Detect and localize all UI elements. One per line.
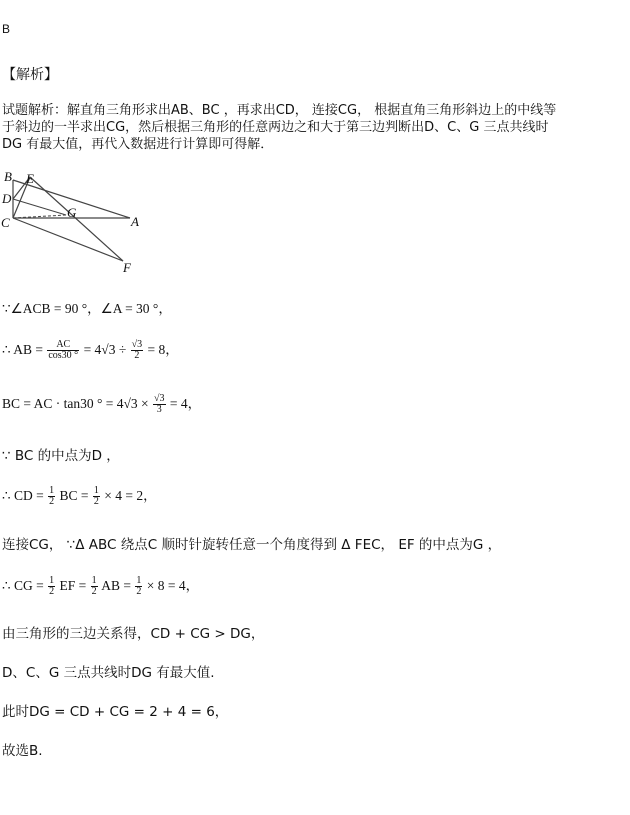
- step-bc-end: = 4，: [169, 396, 202, 411]
- step-ab: [2, 338, 179, 361]
- step-cg-middle: EF =: [59, 578, 87, 593]
- step-cd-middle: BC =: [59, 488, 89, 503]
- step-midpoint-d: ∵ BC 的中点为D ，: [2, 448, 120, 464]
- step-connect-cg: 连接CG， ∵Δ ABC 绕点C 顺时针旋转任意一个角度得到 Δ FEC， EF 的中点为G ，: [2, 537, 502, 553]
- analysis-line-2: 于斜边的一半求出CG，然后根据三角形的任意两边之和大于第三边判断出D、C、G 三点共线时: [2, 120, 549, 135]
- step-collinear: D、C、G 三点共线时DG 有最大值.: [2, 665, 215, 681]
- label-g: G: [67, 205, 77, 220]
- step-cg-end: × 8 = 4，: [146, 578, 200, 593]
- fraction-denominator: 2: [49, 586, 55, 598]
- segment-cf: [13, 218, 123, 261]
- segment-dg: [13, 199, 66, 215]
- geometry-figure: [0, 165, 160, 277]
- label-e: E: [26, 171, 34, 186]
- answer-letter: B: [2, 22, 11, 36]
- step-cd-end: × 4 = 2，: [104, 488, 157, 503]
- fraction-numerator: AC: [47, 340, 79, 351]
- step-dg-max: 此时DG = CD + CG = 2 + 4 = 6，: [2, 704, 229, 720]
- segment-ef: [30, 177, 123, 261]
- fraction-half: [48, 486, 55, 507]
- label-c: C: [1, 215, 10, 230]
- fraction-denominator: 2: [134, 350, 140, 362]
- step-angles: ∵∠ACB = 90 °，∠A = 30 °，: [2, 301, 172, 316]
- fraction-numerator: √3: [131, 339, 143, 351]
- fraction-root3-over-3: [153, 394, 166, 415]
- fraction-half: [91, 576, 98, 597]
- label-a: A: [131, 214, 139, 229]
- step-bc: [2, 392, 201, 415]
- step-cg: [2, 574, 199, 597]
- fraction-half: [135, 576, 142, 597]
- fraction-numerator: 1: [49, 485, 55, 497]
- fraction-numerator: 1: [49, 575, 55, 587]
- fraction-root3-over-2: [131, 340, 144, 361]
- label-b: B: [4, 169, 12, 184]
- analysis-line-3: DG 有最大值，再代入数据进行计算即可得解．: [2, 137, 274, 152]
- fraction-denominator: cos30 °: [48, 350, 79, 362]
- step-triangle-inequality: 由三角形的三边关系得，CD + CG > DG，: [2, 626, 265, 642]
- fraction-numerator: 1: [136, 575, 142, 587]
- step-cd: [2, 484, 157, 507]
- analysis-heading: 【解析】: [2, 67, 58, 83]
- step-ab-middle: = 4√3 ÷: [83, 342, 127, 357]
- fraction-half: [48, 576, 55, 597]
- step-conclusion: 故选B.: [2, 743, 43, 759]
- fraction-denominator: 2: [136, 586, 142, 598]
- step-bc-prefix: BC = AC · tan30 ° = 4√3 ×: [2, 396, 149, 411]
- fraction-denominator: 2: [93, 496, 99, 508]
- label-f: F: [123, 260, 131, 275]
- step-cg-middle-2: AB =: [101, 578, 131, 593]
- fraction-ac-over-cos30: [47, 340, 79, 361]
- step-cg-prefix: ∴ CG =: [2, 578, 44, 593]
- fraction-denominator: 2: [91, 586, 97, 598]
- fraction-numerator: 1: [93, 485, 99, 497]
- step-ab-end: = 8，: [147, 342, 179, 357]
- fraction-denominator: 3: [156, 404, 162, 416]
- label-d: D: [2, 191, 12, 206]
- analysis-line-1: 试题解析：解直角三角形求出AB、BC ，再求出CD， 连接CG， 根据直角三角形斜边上的中线等: [2, 103, 557, 118]
- fraction-denominator: 2: [49, 496, 55, 508]
- fraction-half: [93, 486, 100, 507]
- fraction-numerator: √3: [154, 393, 165, 405]
- fraction-numerator: 1: [91, 575, 97, 587]
- step-ab-prefix: ∴ AB =: [2, 342, 43, 357]
- step-cd-prefix: ∴ CD =: [2, 488, 44, 503]
